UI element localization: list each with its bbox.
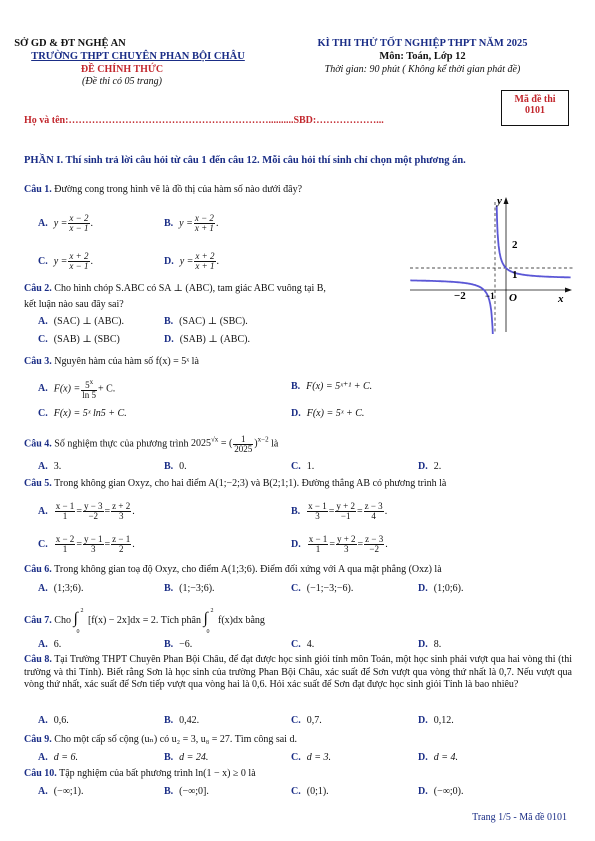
exam-code-box — [501, 90, 569, 126]
graph-tick-minus1: −1 — [485, 291, 495, 301]
time-line: Thời gian: 90 phút ( Không kể thời gian phát đề) — [324, 64, 521, 75]
q9-option-d[interactable]: D. d = 4. — [418, 752, 458, 763]
q2-option-c[interactable]: C. (SAB) ⊥ (SBC) — [38, 334, 120, 345]
q10-number: Câu 10. — [24, 768, 57, 779]
question-1 — [24, 184, 302, 196]
question-8 — [24, 654, 572, 692]
q4-option-b[interactable]: B. 0. — [164, 461, 187, 472]
exam-code-label: Mã đề thi — [514, 94, 556, 105]
q5-text: Trong không gian Oxyz, cho hai điểm A(1;−2;3) và B(2;1;1). Đường thẳng AB có phương trình là — [54, 478, 447, 489]
q10-option-c[interactable]: C. (0;1). — [291, 786, 329, 797]
question-2 — [24, 283, 326, 295]
q4-text: Số nghiệm thực của phương trình — [54, 438, 189, 450]
x-axis-arrow — [565, 288, 572, 293]
q1-option-a[interactable]: A. y = $\frac{x - 2}{x - 1}$ . — [38, 213, 93, 233]
q3-number: Câu 3. — [24, 356, 52, 367]
q3-text: Nguyên hàm của hàm số f(x) = 5ˣ là — [54, 356, 199, 367]
y-axis-arrow — [504, 197, 509, 204]
exam-title: KÌ THI THỬ TỐT NGHIỆP THPT NĂM 2025 — [317, 38, 528, 49]
part1-heading: PHẦN I. Thí sinh trả lời câu hỏi từ câu 1 đến câu 12. Mỗi câu hỏi thí sinh chỉ chọn một phương án. — [24, 155, 466, 166]
q1-option-c[interactable]: C. y = $\frac{x + 2}{x - 1}$ . — [38, 251, 93, 271]
graph-y-label: y — [497, 195, 502, 207]
q10-text: Tập nghiệm của bất phương trình ln(1 − x) ≥ 0 là — [59, 768, 256, 779]
q7-option-a[interactable]: A. 6. — [38, 639, 62, 650]
q3-option-d[interactable]: D. F(x) = 5ˣ + C. — [291, 408, 365, 419]
q2-number: Câu 2. — [24, 283, 52, 294]
graph-origin: O — [509, 292, 517, 304]
q8-number: Câu 8. — [24, 654, 52, 665]
q7-integral-1: ∫ 2 0 — [73, 608, 84, 635]
q10-option-b[interactable]: B. (−∞;0]. — [164, 786, 209, 797]
graph-tick-minus2: −2 — [454, 290, 466, 302]
question-4 — [24, 434, 278, 454]
subject-line: Môn: Toán, Lớp 12 — [379, 51, 466, 62]
q7-number: Câu 7. — [24, 615, 52, 626]
q5-option-d[interactable]: D. $\frac{x - 1}{1}$ = $\frac{y + 2}{3}$ = $\frac{z - 3}{-2}$ . — [291, 534, 388, 554]
curve-right-branch — [497, 206, 571, 278]
pages-note: (Đề thi có 05 trang) — [82, 76, 162, 87]
q7-text-b: [f(x) − 2x]dx = 2. Tích phân — [87, 615, 201, 626]
q9-option-b[interactable]: B. d = 24. — [164, 752, 209, 763]
q7-option-d[interactable]: D. 8. — [418, 639, 442, 650]
q4-option-c[interactable]: C. 1. — [291, 461, 315, 472]
q4-tail: là — [271, 438, 279, 450]
school-name: TRƯỜNG THPT CHUYÊN PHAN BỘI CHÂU — [31, 51, 245, 62]
q6-option-a[interactable]: A. (1;3;6). — [38, 583, 84, 594]
q6-text: Trong không gian toạ độ Oxyz, cho điểm A(1;3;6). Điểm đối xứng với A qua mặt phẳng (Oxz) là — [54, 564, 442, 575]
q10-option-d[interactable]: D. (−∞;0). — [418, 786, 464, 797]
q10-option-a[interactable]: A. (−∞;1). — [38, 786, 84, 797]
candidate-name-line: Họ và tên:……………………………………………………..........SBD:………………... — [24, 115, 384, 126]
q8-option-d[interactable]: D. 0,12. — [418, 715, 454, 726]
q2-option-d[interactable]: D. (SAB) ⊥ (ABC). — [164, 334, 250, 345]
q7-option-b[interactable]: B. −6. — [164, 639, 193, 650]
q1-number: Câu 1. — [24, 184, 52, 195]
q1-text: Đường cong trong hình vẽ là đồ thị của hàm số nào dưới đây? — [54, 184, 303, 195]
question-3 — [24, 356, 199, 368]
q5-option-b[interactable]: B. $\frac{x - 1}{3}$ = $\frac{y + 2}{-1}$ = $\frac{z - 3}{4}$ . — [291, 501, 388, 521]
q7-text-c: f(x)dx bằng — [217, 615, 265, 626]
q6-option-b[interactable]: B. (1;−3;6). — [164, 583, 215, 594]
q9-text: Cho một cấp số cộng (uₙ) có u₂ = 3, u₈ = 27. Tìm công sai d. — [54, 734, 297, 745]
question-7 — [24, 608, 265, 635]
graph-tick-1: 1 — [512, 269, 518, 281]
q8-option-a[interactable]: A. 0,6. — [38, 715, 69, 726]
q1-option-d[interactable]: D. y = $\frac{x + 2}{x + 1}$ . — [164, 251, 219, 271]
question-6 — [24, 564, 442, 576]
q7-integral-2: ∫ 2 0 — [203, 608, 214, 635]
graph-tick-2: 2 — [512, 239, 518, 251]
q4-number: Câu 4. — [24, 438, 52, 450]
q5-number: Câu 5. — [24, 478, 52, 489]
exam-code-value: 0101 — [525, 105, 545, 116]
q9-number: Câu 9. — [24, 734, 52, 745]
q1-graph — [408, 192, 576, 340]
q3-option-b[interactable]: B. F(x) = 5ˣ⁺¹ + C. — [291, 381, 373, 392]
q5-option-a[interactable]: A. $\frac{x - 1}{1}$ = $\frac{y - 3}{-2}$ = $\frac{z + 2}{3}$ . — [38, 501, 135, 521]
q4-equation: $2025^{√x}$ = ( $\frac{1}{2025}$ )$^{x-2}$ — [190, 433, 269, 454]
q4-option-d[interactable]: D. 2. — [418, 461, 442, 472]
page-footer: Trang 1/5 - Mã đề 0101 — [472, 812, 567, 823]
official-label: ĐỀ CHÍNH THỨC — [80, 64, 164, 75]
q1-option-b[interactable]: B. y = $\frac{x - 2}{x + 1}$ . — [164, 213, 219, 233]
q8-option-b[interactable]: B. 0,42. — [164, 715, 200, 726]
q2-text: Cho hình chóp S.ABC có SA ⊥ (ABC), tam giác ABC vuông tại B, — [54, 283, 326, 294]
q3-option-c[interactable]: C. F(x) = 5ˣ ln5 + C. — [38, 408, 127, 419]
q4-option-a[interactable]: A. 3. — [38, 461, 62, 472]
q5-option-c[interactable]: C. $\frac{x - 2}{1}$ = $\frac{y - 1}{3}$ = $\frac{z - 1}{2}$ . — [38, 534, 135, 554]
graph-x-label: x — [558, 293, 564, 305]
q8-text: Tại Trường THPT Chuyên Phan Bội Châu, để đạt được học sinh giỏi tỉnh môn Toán, một học sinh phải vượt qua hai vòng thi (thi trường và thi Tỉnh). Biết rằng Sơn là học sinh của trường Phan Bội Châu, xác suất để Sơn vượt qua vòng thứ nhất là 0,7. Nếu vượt qua vòng thứ nhất, xác suất để Sơn tiếp vượt qua vòng hai là 0,6. Hỏi xác suất để Sơn đạt được học sinh giỏi Tỉnh là bao nhiêu? — [24, 654, 572, 690]
q9-option-c[interactable]: C. d = 3. — [291, 752, 331, 763]
q6-number: Câu 6. — [24, 564, 52, 575]
question-5 — [24, 478, 446, 490]
question-9 — [24, 734, 297, 746]
q3-option-a[interactable]: A. F(x) = $\frac{5^x}{\ln 5}$ + C. — [38, 378, 116, 400]
dept-name: SỞ GD & ĐT NGHỆ AN — [14, 38, 126, 49]
q2-option-b[interactable]: B. (SAC) ⊥ (SBC). — [164, 316, 248, 327]
q6-option-c[interactable]: C. (−1;−3;−6). — [291, 583, 354, 594]
q7-text-a: Cho — [54, 615, 71, 626]
q2-option-a[interactable]: A. (SAC) ⊥ (ABC). — [38, 316, 124, 327]
q7-option-c[interactable]: C. 4. — [291, 639, 315, 650]
q2-text-line2: kết luận nào sau đây sai? — [24, 299, 124, 310]
curve-left-branch — [410, 280, 493, 334]
q6-option-d[interactable]: D. (1;0;6). — [418, 583, 464, 594]
question-10 — [24, 768, 256, 780]
q9-option-a[interactable]: A. d = 6. — [38, 752, 78, 763]
q8-option-c[interactable]: C. 0,7. — [291, 715, 322, 726]
